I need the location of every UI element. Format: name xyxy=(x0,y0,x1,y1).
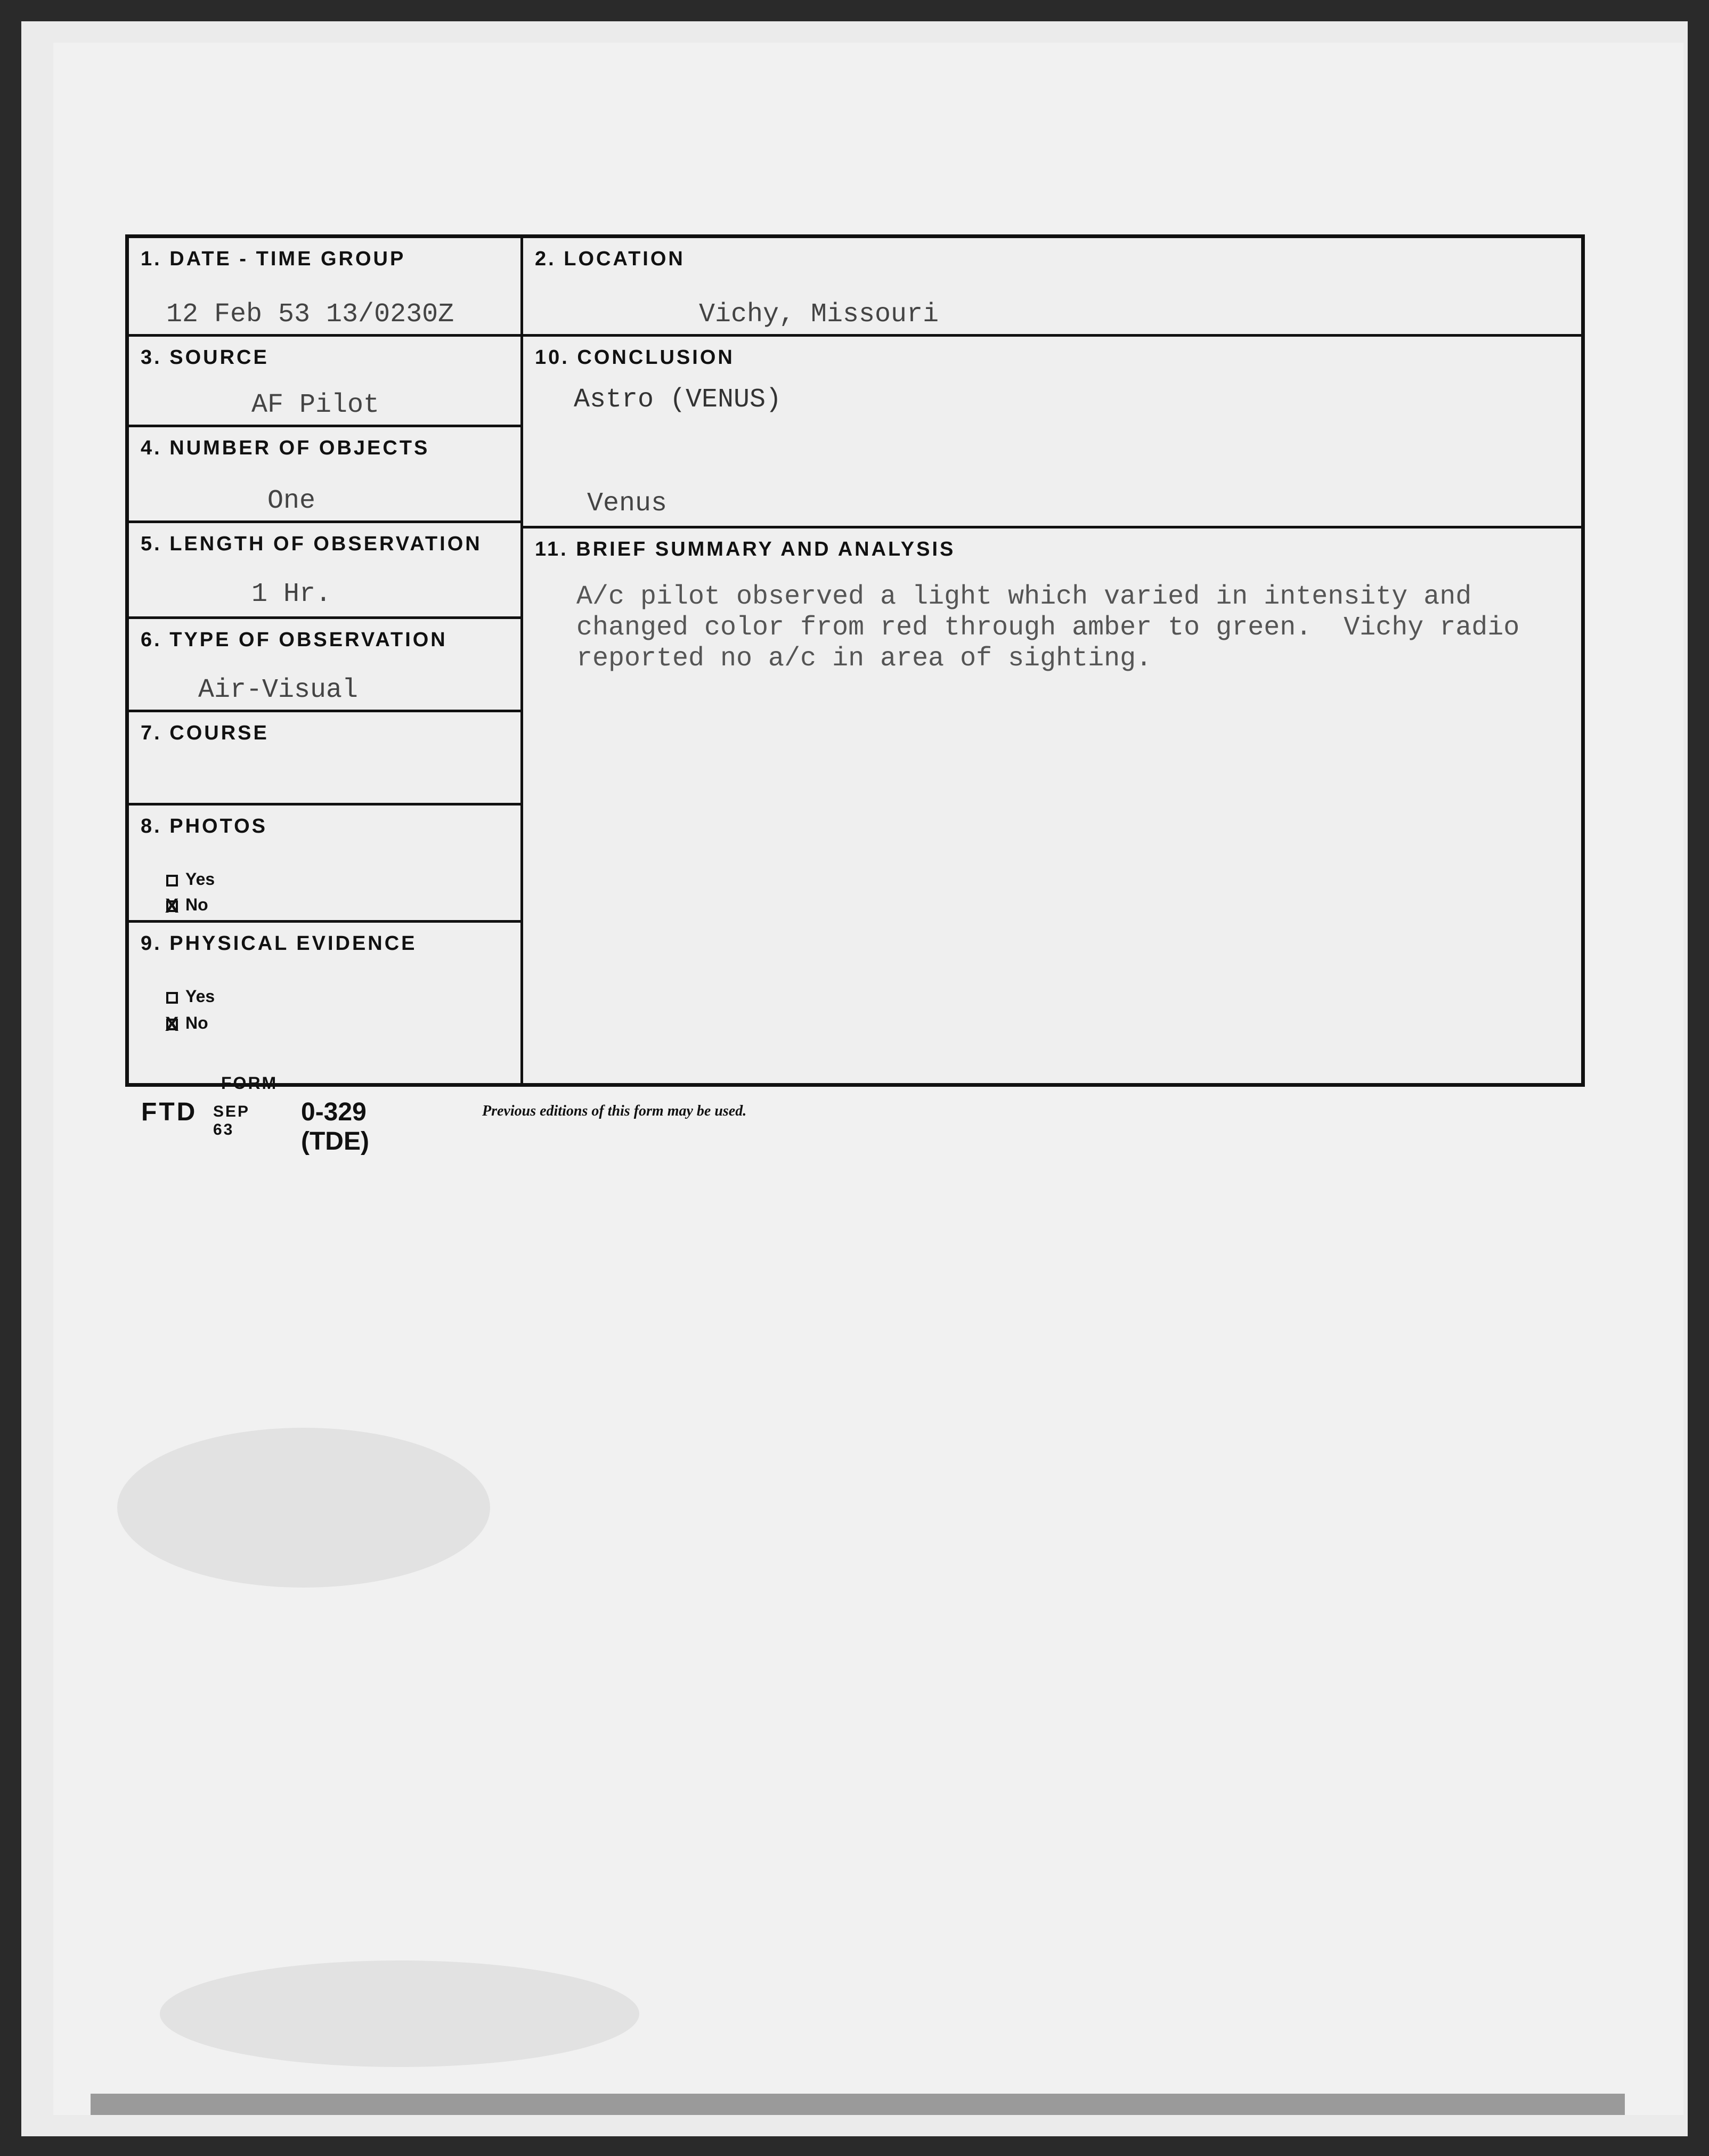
type-of-observation-label: 6. TYPE OF OBSERVATION xyxy=(141,629,447,651)
summary-text: A/c pilot observed a light which varied in intensity and changed color from red through amber to green. Vichy radio reported no a/c in area of sighting. xyxy=(576,582,1520,674)
conclusion-cell xyxy=(523,337,1581,528)
source-value: AF Pilot xyxy=(251,390,380,420)
footer-ftd: FTD xyxy=(141,1098,198,1126)
physical-evidence-no-checkbox[interactable] xyxy=(166,1019,178,1030)
report-form xyxy=(125,234,1585,1087)
course-cell xyxy=(129,712,523,806)
location-value: Vichy, Missouri xyxy=(699,299,939,330)
photos-yes-option[interactable] xyxy=(166,869,215,889)
location-label: 2. LOCATION xyxy=(535,248,685,270)
length-of-observation-value: 1 Hr. xyxy=(251,579,332,609)
physical-evidence-cell xyxy=(129,923,523,1083)
summary-label: 11. BRIEF SUMMARY AND ANALYSIS xyxy=(535,538,956,560)
type-of-observation-value: Air-Visual xyxy=(198,675,359,705)
physical-evidence-yes-checkbox[interactable] xyxy=(166,992,178,1004)
conclusion-label: 10. CONCLUSION xyxy=(535,346,735,369)
photos-no-option[interactable] xyxy=(166,895,208,915)
footer-form-word: FORM xyxy=(221,1073,278,1093)
photos-no-checkbox[interactable] xyxy=(166,900,178,912)
date-time-group-value: 12 Feb 53 13/0230Z xyxy=(166,299,454,330)
photos-no-label: No xyxy=(185,895,208,914)
physical-evidence-yes-label: Yes xyxy=(185,987,215,1006)
type-of-observation-cell xyxy=(129,619,523,712)
date-time-group-label: 1. DATE - TIME GROUP xyxy=(141,248,406,270)
photos-yes-label: Yes xyxy=(185,869,215,889)
physical-evidence-yes-option[interactable] xyxy=(166,987,215,1006)
conclusion-note: Venus xyxy=(587,489,668,519)
scan-smudge xyxy=(160,1960,639,2067)
course-label: 7. COURSE xyxy=(141,722,269,744)
footer-form-number: 0-329 (TDE) xyxy=(301,1098,369,1156)
photos-label: 8. PHOTOS xyxy=(141,815,268,837)
source-cell xyxy=(129,337,523,427)
physical-evidence-no-option[interactable] xyxy=(166,1013,208,1033)
length-of-observation-label: 5. LENGTH OF OBSERVATION xyxy=(141,533,482,555)
physical-evidence-no-label: No xyxy=(185,1013,208,1032)
footer-note: Previous editions of this form may be used. xyxy=(482,1103,747,1119)
scan-bottom-edge xyxy=(91,2094,1625,2115)
number-of-objects-cell xyxy=(129,427,523,523)
physical-evidence-label: 9. PHYSICAL EVIDENCE xyxy=(141,932,417,955)
summary-cell xyxy=(523,528,1581,1083)
scan-smudge xyxy=(117,1428,490,1588)
source-label: 3. SOURCE xyxy=(141,346,269,369)
location-cell xyxy=(523,238,1581,337)
number-of-objects-value: One xyxy=(267,486,316,516)
photos-yes-checkbox[interactable] xyxy=(166,875,178,886)
length-of-observation-cell xyxy=(129,523,523,619)
conclusion-value: Astro (VENUS) xyxy=(574,385,782,415)
number-of-objects-label: 4. NUMBER OF OBJECTS xyxy=(141,437,430,459)
footer-date: SEP 63 xyxy=(213,1103,250,1138)
date-time-group-cell xyxy=(129,238,523,337)
photos-cell xyxy=(129,806,523,923)
